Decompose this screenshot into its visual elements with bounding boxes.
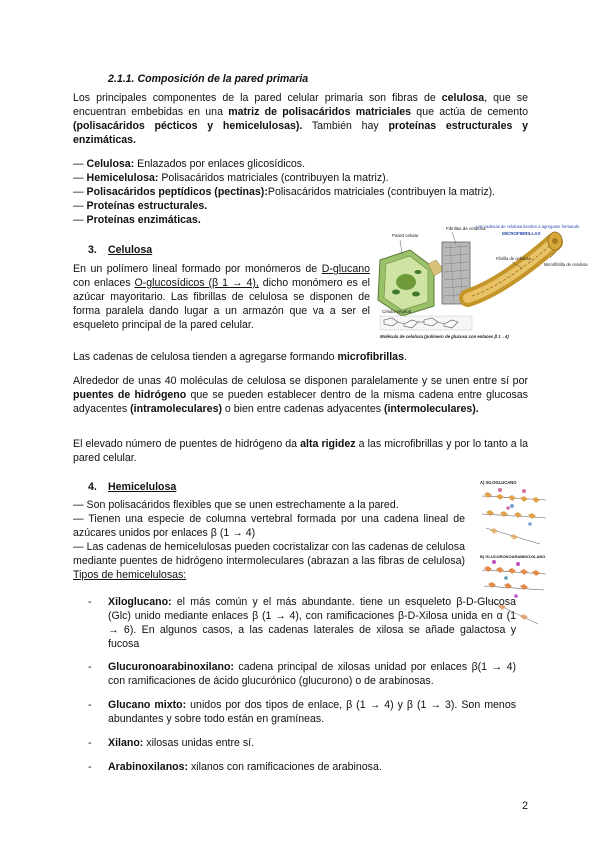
components-list xyxy=(73,157,533,227)
component-item: — Celulosa: Enlazados por enlaces glicosídicos. xyxy=(73,158,306,170)
component-item: — Polisacáridos peptídicos (pectinas):Polisacáridos matriciales (contribuyen la matriz). xyxy=(73,186,496,198)
component-item: — Proteínas estructurales. xyxy=(73,200,208,212)
label-fibrilla: Fibrilla de celulosa xyxy=(496,256,531,261)
plant-cell-illustration xyxy=(378,250,444,316)
microfibrillas-paragraph: Las cadenas de celulosa tienden a agregarse formando microfibrillas. xyxy=(73,351,407,363)
section-subtitle: 2.1.1. Composición de la pared primaria xyxy=(108,73,309,85)
hemicelulosa-line: — Son polisacáridos flexibles que se unen estrechamente a la pared. xyxy=(73,499,399,511)
label-celula-vegetal: Célula Vegetal xyxy=(382,309,412,314)
figure-caption: Molécula de celulosa (polímero de glucosa con enlaces β 1→4) xyxy=(380,334,509,339)
section-3-heading: 3. Celulosa xyxy=(88,244,153,256)
cellulose-molecule-illustration xyxy=(380,316,472,330)
label-microfibrilla: Microfibrilla de celulosa xyxy=(544,262,588,267)
section-4-heading: 4. Hemicelulosa xyxy=(88,481,177,493)
puentes-hidrogeno-paragraph: Alrededor de unas 40 moléculas de celulosa se disponen paralelamente y se unen entre sí por puentes de hidrógeno que se pueden establecer dentro de la misma cadena entre glucosas adyacentes (intramoleculares) o bien entre cadenas adyacentes (intermoleculares). xyxy=(73,375,528,415)
component-item: — Proteínas enzimáticas. xyxy=(73,214,201,226)
intro-paragraph: Los principales componentes de la pared celular primaria son fibras de celulosa, que se encuentran embebidas en una matriz de polisacáridos matriciales que actúa de cemento (polisacáridos pécticos y hemicelulosas). También hay proteínas estructurales y enzimáticas. xyxy=(73,92,528,146)
xiloglucano-chain-illustration xyxy=(482,488,546,544)
hemicelulosa-line: — Tienen una especie de columna vertebral formada por una cadena lineal de azúcares unidos por enlaces β (1 → 4) xyxy=(73,513,465,539)
label-pared-celular: Pared celular xyxy=(392,233,419,238)
cellulose-figure-svg xyxy=(372,220,588,342)
cellulose-structure-figure xyxy=(372,220,588,342)
label-fibrillas: Fibrillas de celulosa xyxy=(446,226,486,231)
component-item: — Hemicelulosa: Polisacáridos matriciales (contribuyen la matriz). xyxy=(73,172,389,184)
label-glucuronoarabinoxilano: B) GLUCURONOARABINOXILANO xyxy=(480,554,546,559)
celulosa-paragraph: En un polímero lineal formado por monómeros de D-glucano con enlaces O-glucosídicos (β 1 → 4), dicho monómero es el azúcar mayoritario. Las fibrillas de celulosa se disponen de forma paralela dando lugar a un armazón que va a ser el esqueleto principal de la pared celular. xyxy=(73,263,371,331)
page-number: 2 xyxy=(522,800,528,812)
hemicelulosa-line: — Las cadenas de hemicelulosas pueden cocristalizar con las cadenas de celulosa mediante puentes de hidrógeno intermoleculares (abrazan a las fibras de celulosa) Tipos de hemicelulosas: xyxy=(73,541,465,581)
rigidez-paragraph: El elevado número de puentes de hidrógeno da alta rigidez a las microfibrillas y por lo tanto a la pared celular. xyxy=(73,438,529,464)
label-cadenas: Las cadenas de celulosa tienden a agregarse formando xyxy=(476,224,580,229)
label-microfibrillas-title: MICROFIBRILLAS xyxy=(502,231,541,236)
hemicelulosa-description xyxy=(73,498,465,582)
label-xiloglucano: A) XILOGLUCANO xyxy=(480,480,517,485)
